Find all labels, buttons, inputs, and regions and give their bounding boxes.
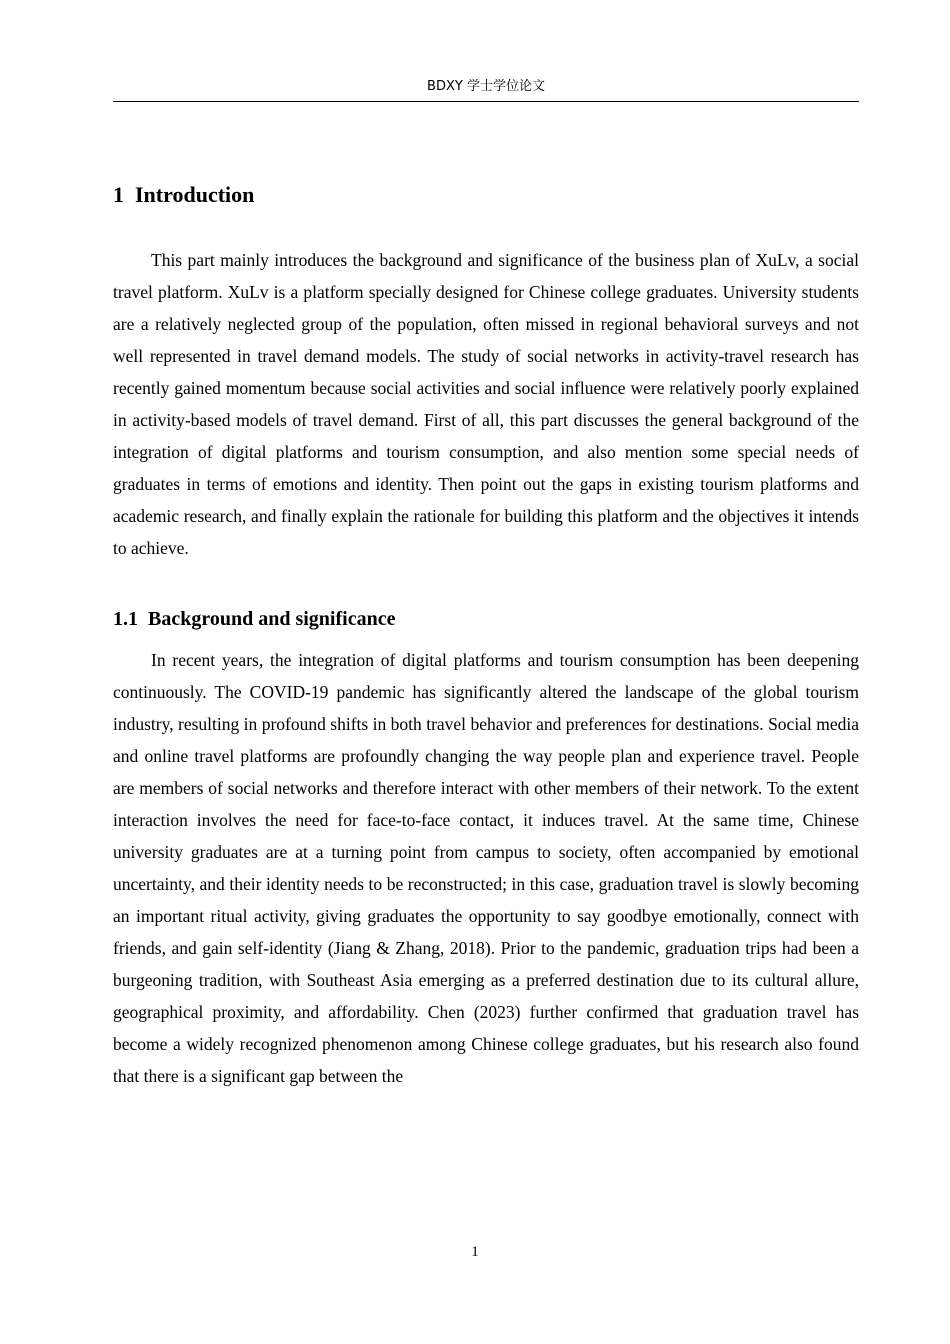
header-title: BDXY 学士学位论文 — [427, 79, 545, 94]
document-body — [113, 178, 859, 1092]
page-header — [113, 76, 859, 102]
chapter-heading — [113, 178, 859, 212]
section-number: 1.1 — [113, 608, 138, 630]
chapter-number: 1 — [113, 182, 124, 207]
chapter-title: Introduction — [135, 182, 255, 207]
section-heading — [113, 604, 859, 634]
page-number: 1 — [471, 1244, 479, 1260]
intro-paragraph: This part mainly introduces the background and significance of the business plan of XuLv, a social travel platform. XuLv is a platform specially designed for Chinese college graduates. University students are a relatively neglected group of the population, often missed in regional behavioral surveys and not well represented in travel demand models. The study of social networks in activity-travel research has recently gained momentum because social activities and social influence were relatively poorly explained in activity-based models of travel demand. First of all, this part discusses the general background of the integration of digital platforms and tourism consumption, and also mention some special needs of graduates in terms of emotions and identity. Then point out the gaps in existing tourism platforms and academic research, and finally explain the rationale for building this platform and the objectives it intends to achieve. — [113, 250, 859, 558]
section-title: Background and significance — [148, 608, 396, 630]
background-paragraph: In recent years, the integration of digital platforms and tourism consumption has been deepening continuously. The COVID-19 pandemic has significantly altered the landscape of the global tourism industry, resulting in profound shifts in both travel behavior and preferences for destinations. Social media and online travel platforms are profoundly changing the way people plan and experience travel. People are members of social networks and therefore interact with other members of their network. To the extent interaction involves the need for face-to-face contact, it induces travel. At the same time, Chinese university graduates are at a turning point from campus to society, often accompanied by emotional uncertainty, and their identity needs to be reconstructed; in this case, graduation travel is slowly becoming an important ritual activity, giving graduates the opportunity to say goodbye emotionally, connect with friends, and gain self-identity (Jiang & Zhang, 2018). Prior to the pandemic, graduation trips had been a burgeoning tradition, with Southeast Asia emerging as a preferred destination due to its cultural allure, geographical proximity, and affordability. Chen (2023) further confirmed that graduation travel has become a widely recognized phenomenon among Chinese college graduates, but his research also found that there is a significant gap between the — [113, 650, 859, 1086]
